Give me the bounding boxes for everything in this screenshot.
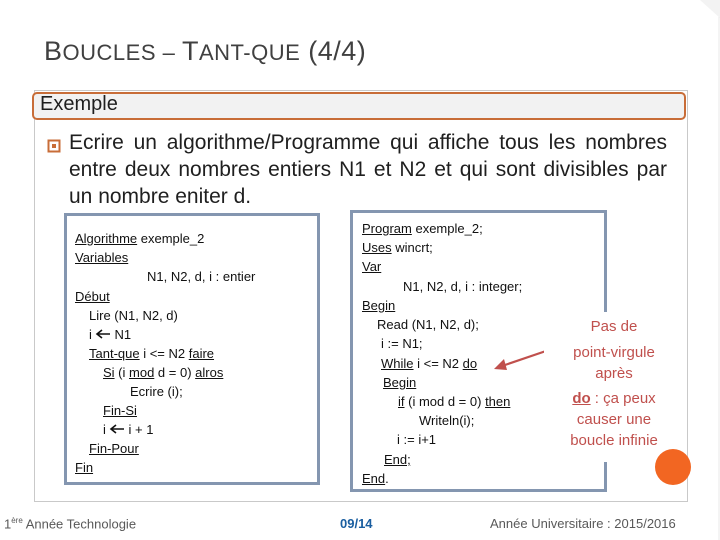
prog-line: Var — [362, 259, 382, 274]
algo-keyword: Algorithme — [75, 231, 138, 246]
algo-line: Si (i mod d = 0) alros — [103, 365, 224, 380]
prog-line: i := N1; — [381, 336, 423, 351]
section-heading: Exemple — [40, 93, 118, 115]
footer-left: 1ère Année Technologie — [4, 516, 137, 532]
prog-line: Writeln(i); — [419, 413, 475, 428]
algo-line: Variables — [75, 250, 129, 265]
prog-line: Uses wincrt; — [362, 240, 433, 255]
prog-line: Read (N1, N2, d); — [377, 317, 479, 332]
prog-line: End; — [384, 452, 411, 467]
left-arrow-icon — [109, 424, 125, 434]
algo-line: i i + 1 — [103, 422, 154, 437]
hollow-square-bullet-icon — [47, 139, 61, 153]
prog-line: if (i mod d = 0) then — [398, 394, 511, 409]
algorithm-box: Algorithme exemple_2 Variables N1, N2, d, i : entier Début Lire (N1, N2, d) i N1 Tant-que i <= N2 faire Si (i mod d = 0) alros Ecrire (i); Fin-Si i i + 1 Fin-Pour Fin — [64, 213, 320, 485]
footer-right: Année Universitaire : 2015/2016 — [490, 516, 676, 531]
prog-line: Begin — [362, 298, 396, 313]
algo-line: Ecrire (i); — [130, 384, 183, 399]
algo-line: Début — [75, 289, 110, 304]
warning-note: Pas de point-virgule après do : ça peux causer une boucle infinie — [544, 312, 684, 462]
algo-line: Lire (N1, N2, d) — [89, 308, 178, 323]
slide-title: BOUCLES – TANT-QUE (4/4) — [44, 36, 367, 66]
prog-line: End. — [362, 471, 389, 486]
prog-line: N1, N2, d, i : integer; — [403, 279, 523, 294]
algo-line: i N1 — [89, 327, 132, 342]
algo-line: Tant-que i <= N2 faire — [89, 346, 215, 361]
left-arrow-icon — [95, 329, 111, 339]
prog-line: While i <= N2 do — [381, 356, 478, 371]
algo-line: Fin-Si — [103, 403, 137, 418]
page-number: 09/14 — [340, 516, 373, 531]
decorative-orb — [655, 449, 691, 485]
prog-line: Begin — [383, 375, 417, 390]
prog-line: Program exemple_2; — [362, 221, 483, 236]
section-header-bar — [32, 92, 686, 120]
prog-line: i := i+1 — [397, 432, 437, 447]
algo-line: N1, N2, d, i : entier — [147, 269, 256, 284]
callout-arrow-icon — [490, 345, 550, 375]
algo-line: Fin — [75, 460, 94, 475]
exercise-statement: Ecrire un algorithme/Programme qui affiche tous les nombres entre deux nombres entiers N1 et N2 et qui sont divisibles par un nombre eniter d. — [69, 131, 667, 208]
algo-line: Fin-Pour — [89, 441, 139, 456]
decorative-edge — [700, 0, 720, 540]
